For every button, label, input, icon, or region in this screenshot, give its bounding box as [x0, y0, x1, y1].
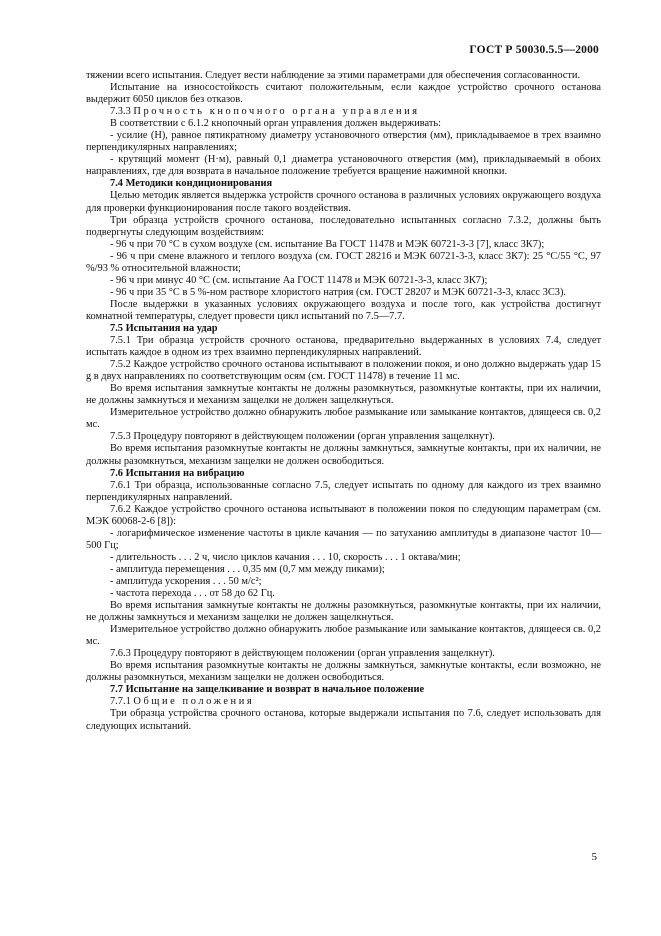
paragraph: Целью методик является выдержка устройств срочного останова в различных условиях окружающего воздуха для проверки функционирования после такого воздействия. [86, 190, 601, 214]
section-heading: 7.5 Испытания на удар [110, 322, 218, 334]
list-item: - амплитуда перемещения . . . 0,35 мм (0,7 мм между пиками); [110, 563, 385, 575]
section-number: 7.7.1 [110, 696, 131, 708]
paragraph: 7.6.1 Три образца, использованные согласно 7.5, следует испытать по одному для каждого из трех взаимно перпендикулярных направлений. [86, 479, 601, 503]
section-heading: 7.7 Испытание на защелкивание и возврат в начальное положение [110, 684, 425, 696]
standard-header: ГОСТ Р 50030.5.5—2000 [469, 44, 599, 56]
section-title: Общие положения [133, 696, 255, 708]
section-heading: 7.6 Испытания на вибрацию [110, 467, 245, 479]
list-item: - амплитуда ускорения . . . 50 м/с²; [110, 575, 262, 587]
paragraph: 7.6.2 Каждое устройство срочного останова испытывают в положении покоя по следующим параметрам (см. МЭК 60068-2-6 [8]): [86, 503, 601, 527]
list-item: - крутящий момент (Н·м), равный 0,1 диаметра установочного отверстия (мм), прикладываемый в обоих направлениях, где для возврата в начальное положение требуется вращение нажимной кнопки. [86, 154, 601, 178]
list-item: - длительность . . . 2 ч, число циклов качания . . . 10, скорость . . . 1 октава/мин; [110, 551, 461, 563]
list-item: - частота перехода . . . от 58 до 62 Гц. [110, 588, 275, 600]
list-item: - 96 ч при 35 °С в 5 %-ном растворе хлористого натрия (см. ГОСТ 28207 и МЭК 60721-3-3, класс 3С3). [110, 286, 567, 298]
section-heading: 7.4 Методики кондиционирования [110, 178, 273, 190]
section-number: 7.3.3 [110, 106, 131, 118]
list-item: - 96 ч при 70 °С в сухом воздухе (см. испытание Ва ГОСТ 11478 и МЭК 60721-3-3 [7], класс 3К7); [110, 238, 545, 250]
section-subheading [86, 106, 601, 118]
paragraph: Испытание на износостойкость считают положительным, если каждое устройство срочного останова выдержит 6050 циклов без отказов. [86, 82, 601, 106]
paragraph: Во время испытания замкнутые контакты не должны разомкнуться, разомкнутые контакты, при их наличии, не должны замкнуться и механизм защелки не должен защелкнуться. [86, 383, 601, 407]
paragraph: тяжении всего испытания. Следует вести наблюдение за этими параметрами для обеспечения согласованности. [86, 70, 581, 81]
list-item: - 96 ч при смене влажного и теплого воздуха (см. ГОСТ 28216 и МЭК 60721-3-3, класс 3К7): 25 °С/55 °С, 97 %/93 % относительной влажности; [86, 250, 601, 274]
document-body [86, 70, 601, 733]
paragraph: 7.5.3 Процедуру повторяют в действующем положении (орган управления защелкнут). [110, 431, 495, 443]
list-item: - логарифмическое изменение частоты в цикле качания — по затуханию амплитуды в диапазоне частот 10—500 Гц; [86, 527, 601, 551]
section-subheading [86, 696, 601, 708]
section-title: Прочность кнопочного органа управления [133, 106, 420, 118]
paragraph: Во время испытания замкнутые контакты не должны разомкнуться, разомкнутые контакты, при их наличии, не должны замкнуться и механизм защелки не должен защелкнуться. [86, 600, 601, 624]
paragraph: 7.6.3 Процедуру повторяют в действующем положении (орган управления защелкнут). [110, 648, 495, 660]
paragraph: После выдержки в указанных условиях окружающего воздуха и после того, как устройства достигнут комнатной температуры, следует провести цикл испытаний по 7.5—7.7. [86, 298, 601, 322]
paragraph: Во время испытания разомкнутые контакты не должны замкнуться, замкнутые контакты, если возможно, не должны разомкнуться, механизм защелки не должен освободиться. [86, 660, 601, 684]
paragraph: Измерительное устройство должно обнаружить любое размыкание или замыкание контактов, длящееся св. 0,2 мс. [86, 407, 601, 431]
paragraph: Три образца устройства срочного останова, которые выдержали испытания по 7.6, следует использовать для следующих испытаний. [86, 708, 601, 732]
paragraph: 7.5.2 Каждое устройство срочного останова испытывают в положении покоя, и оно должно выдержать удар 15 g в двух направлениях по соответствующим осям (см. ГОСТ 11478) в течение 11 мс. [86, 359, 601, 383]
paragraph: В соответствии с 6.1.2 кнопочный орган управления должен выдерживать: [110, 118, 442, 130]
paragraph: Во время испытания разомкнутые контакты не должны замкнуться, замкнутые контакты, при их наличии, не должны разомкнуться, механизм защелки не должен освободиться. [86, 443, 601, 467]
page-number: 5 [591, 851, 597, 863]
paragraph: Три образца устройств срочного останова, последовательно испытанных согласно 7.3.2, должны быть подвергнуты следующим воздействиям: [86, 214, 601, 238]
paragraph: Измерительное устройство должно обнаружить любое размыкание или замыкание контактов, длящееся св. 0,2 мс. [86, 624, 601, 648]
list-item: - усилие (Н), равное пятикратному диаметру установочного отверстия (мм), прикладываемое в трех взаимно перпендикулярных направлениях; [86, 130, 601, 154]
list-item: - 96 ч при минус 40 °С (см. испытание Аа ГОСТ 11478 и МЭК 60721-3-3, класс 3К7); [110, 274, 488, 286]
paragraph: 7.5.1 Три образца устройств срочного останова, предварительно выдержанных в условиях 7.4, следует испытать каждое в одном из трех взаимно перпендикулярных направлений. [86, 335, 601, 359]
